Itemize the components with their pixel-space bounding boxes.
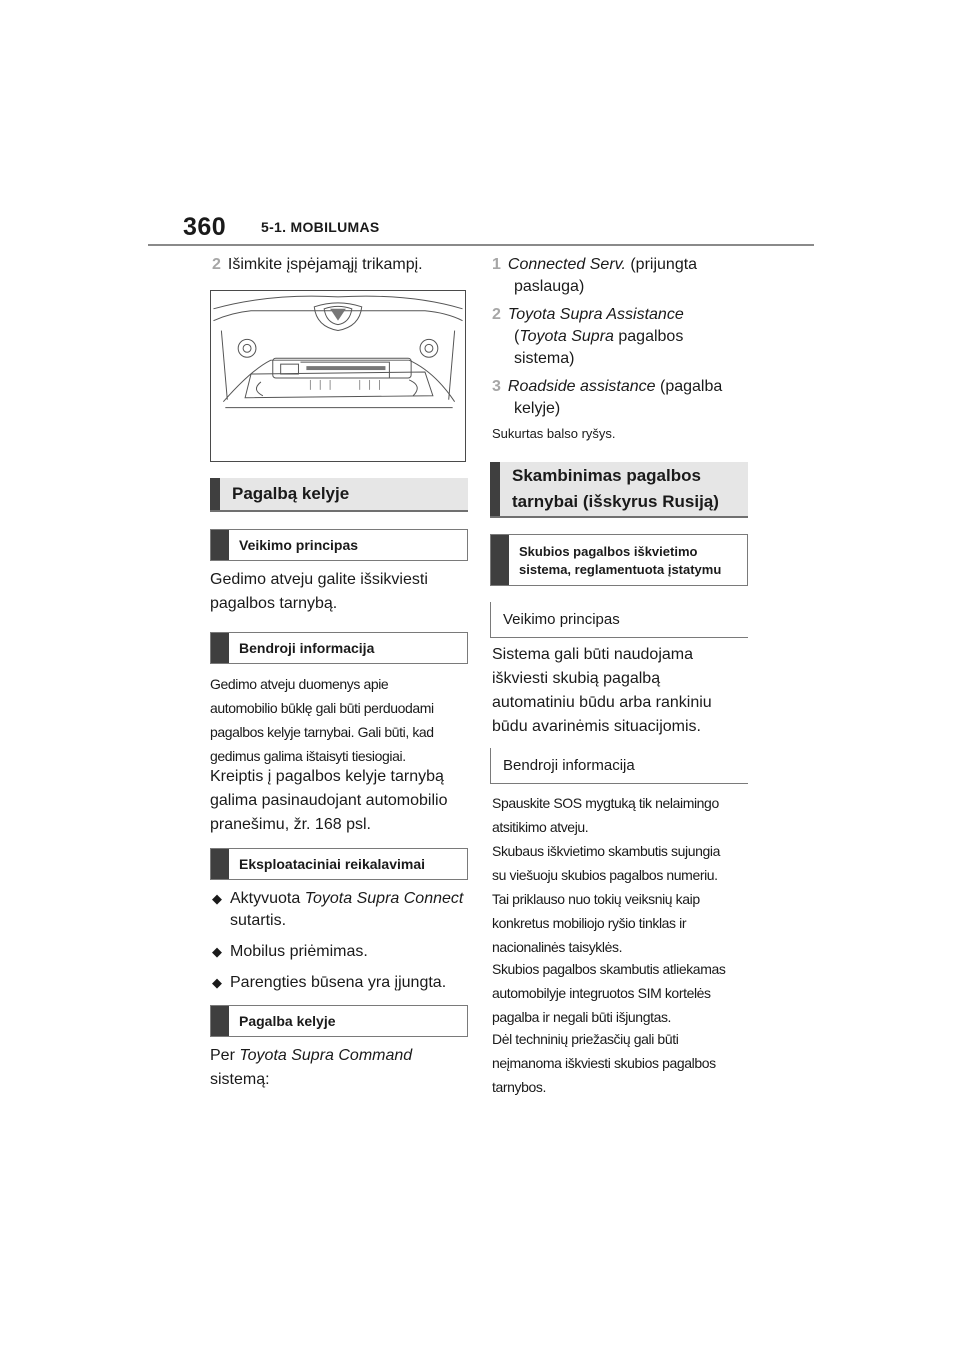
subheading-general-info: Bendroji informacija bbox=[490, 748, 748, 784]
diamond-bullet-icon: ◆ bbox=[212, 891, 222, 906]
diamond-bullet-icon: ◆ bbox=[212, 944, 222, 959]
subheading-roadside-assistance: Pagalba kelyje bbox=[210, 1005, 468, 1037]
subheading-ecall-system: Skubios pagalbos iškvietimo sistema, reglamentuota įstatymu bbox=[490, 534, 748, 586]
paragraph-technical-reasons: Dėl techninių priežasčių gali būti neįmanoma iškviesti skubios pagalbos tarnybos. bbox=[492, 1031, 716, 1095]
paragraph-via-command: Per Toyota Supra Command sistemą: bbox=[210, 1047, 413, 1088]
section-title: 5-1. MOBILUMAS bbox=[261, 219, 380, 235]
subheading-general-info: Bendroji informacija bbox=[210, 632, 468, 664]
paragraph-public-number: Skubaus iškvietimo skambutis sujungia su viešuoju skubios pagalbos numeriu. bbox=[492, 843, 720, 883]
step-2-supra-assistance: 2 Toyota Supra Assistance (Toyota Supra pagalbos sistema) bbox=[492, 306, 684, 367]
warning-triangle-compartment-drawing bbox=[211, 291, 465, 461]
page-number: 360 bbox=[183, 213, 227, 241]
step-text: Išimkite įspėjamąjį trikampį. bbox=[227, 256, 423, 273]
step-1-connected-serv: 1 Connected Serv. (prijungta paslauga) bbox=[492, 256, 698, 295]
subheading-operating-principle: Veikimo principas bbox=[490, 602, 748, 638]
step-3-roadside-assistance: 3 Roadside assistance (pagalba kelyje) bbox=[492, 378, 723, 417]
heading-emergency-call: Skambinimas pagalbos tarnybai (išskyrus Rusiją) bbox=[490, 462, 748, 518]
step-number: 2 bbox=[212, 256, 221, 273]
paragraph-system-use: Sistema gali būti naudojama iškviesti skubią pagalbą automatiniu būdu arba rankiniu būdu avarinėmis situacijomis. bbox=[492, 646, 712, 735]
paragraph-sim-card: Skubios pagalbos skambutis atliekamas automobilyje integruotos SIM kortelės pagalba ir negali būti išjungtas. bbox=[492, 961, 726, 1025]
step-2-remove-triangle bbox=[212, 254, 423, 276]
voice-connection-note: Sukurtas balso ryšys. bbox=[492, 426, 616, 441]
diamond-bullet-icon: ◆ bbox=[212, 975, 222, 990]
paragraph-factors: Tai priklauso nuo tokių veiksnių kaip konkretus mobiliojo ryšio tinklas ir nacionalinės taisyklės. bbox=[492, 891, 700, 955]
subheading-operating-requirements: Eksploataciniai reikalavimai bbox=[210, 848, 468, 880]
trunk-illustration bbox=[210, 290, 466, 462]
heading-roadside-assistance: Pagalbą kelyje bbox=[210, 478, 468, 512]
paragraph-sos-button: Spauskite SOS mygtuką tik nelaimingo atsitikimo atveju. bbox=[492, 795, 719, 835]
header-divider bbox=[148, 244, 814, 246]
paragraph-breakdown: Gedimo atveju galite išsikviesti pagalbos tarnybą. bbox=[210, 571, 428, 612]
subheading-operating-principle: Veikimo principas bbox=[210, 529, 468, 561]
paragraph-data-transmission: Gedimo atveju duomenys apie automobilio būklę gali būti perduodami pagalbos kelyje tarnybai. Gali būti, kad gedimus galima ištaisyti tiesiogiai. bbox=[210, 676, 434, 764]
requirements-list bbox=[212, 888, 472, 994]
list-item: ◆ Aktyvuota Toyota Supra Connect sutartis. bbox=[212, 888, 472, 932]
list-item: ◆ Parengties būsena yra įjungta. bbox=[212, 972, 472, 994]
list-item: ◆ Mobilus priėmimas. bbox=[212, 941, 472, 963]
paragraph-contact-service: Kreiptis į pagalbos kelyje tarnybą galima pasinaudojant automobilio pranešimu, žr. 168 psl. bbox=[210, 768, 448, 833]
